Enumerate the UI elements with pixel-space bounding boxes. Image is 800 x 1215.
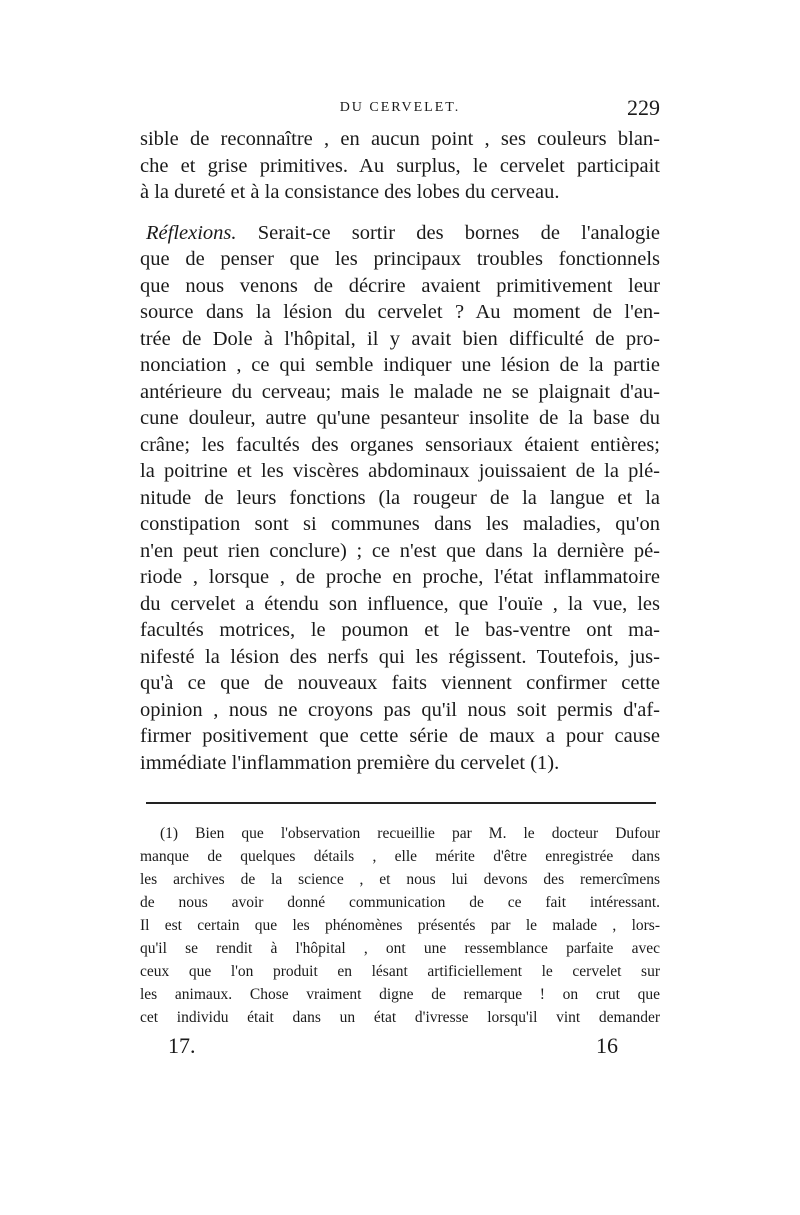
text-line: crâne; les facultés des organes sensoriaux étaient entières; — [140, 433, 660, 456]
page-number: 229 — [627, 95, 660, 120]
footnote — [140, 822, 660, 1029]
main-text — [140, 126, 660, 776]
text-line: que de penser que les principaux troubles fonctionnels — [140, 248, 660, 270]
text-line: nifesté la lésion des nerfs qui les régissent. Toutefois, jus- — [140, 645, 660, 668]
text-line: n'en peut rien conclure) ; ce n'est que dans la dernière pé- — [140, 539, 660, 562]
running-head — [140, 96, 660, 120]
text-line — [140, 220, 660, 247]
footnote-line: cet individu était dans un état d'ivresse lorsqu'il vint demander — [140, 1009, 660, 1026]
footnote-line: Il est certain que les phénomènes présentés par le malade , lors- — [140, 917, 660, 934]
footnote-line: les animaux. Chose vraiment digne de remarque ! on crut que — [140, 986, 660, 1003]
signature-mark: 17. — [168, 1033, 196, 1058]
text-line: facultés motrices, le poumon et le bas-ventre ont ma- — [140, 619, 660, 641]
footnote-line: (1) Bien que l'observation recueillie par M. le docteur Dufour — [160, 825, 660, 842]
text-line: antérieure du cerveau; mais le malade ne se plaignait d'au- — [140, 380, 660, 403]
text-line: riode , lorsque , de proche en proche, l'état inflammatoire — [140, 566, 660, 588]
text-line: nitude de leurs fonctions (la rougeur de la langue et la — [140, 486, 660, 509]
text-fragment: Serait-ce sortir des bornes de l'analogie — [236, 221, 660, 244]
text-line: la poitrine et les viscères abdominaux jouissaient de la plé- — [140, 460, 660, 482]
text-line: opinion , nous ne croyons pas qu'il nous soit permis d'af- — [140, 698, 660, 721]
text-line: source dans la lésion du cervelet ? Au moment de l'en- — [140, 301, 660, 323]
text-line: trée de Dole à l'hôpital, il y avait bien difficulté de pro- — [140, 327, 660, 350]
text-line: che et grise primitives. Au surplus, le cervelet participait — [140, 154, 660, 177]
paragraph-2 — [140, 220, 660, 777]
text-line: constipation sont si communes dans les maladies, qu'on — [140, 513, 660, 535]
text-line: cune douleur, autre qu'une pesanteur insolite de la base du — [140, 407, 660, 429]
reflexions-heading: Réflexions. — [146, 221, 237, 244]
text-line: nonciation , ce qui semble indiquer une lésion de la partie — [140, 354, 660, 376]
gathering-number: 16 — [596, 1033, 618, 1058]
footnote-line: les archives de la science , et nous lui devons des remercîmens — [140, 871, 660, 888]
text-line: du cervelet a étendu son influence, que l'ouïe , la vue, les — [140, 592, 660, 615]
footnote-rule — [146, 802, 656, 804]
signature-line — [168, 1032, 618, 1060]
footnote-line: ceux que l'on produit en lésant artificiellement le cervelet sur — [140, 963, 660, 980]
footnote-line: de nous avoir donné communication de ce fait intéressant. — [140, 894, 660, 911]
text-line: firmer positivement que cette série de maux a pour cause — [140, 725, 660, 747]
text-line: immédiate l'inflammation première du cervelet (1). — [140, 751, 560, 774]
running-title: DU CERVELET. — [339, 100, 461, 115]
text-line: à la dureté et à la consistance des lobes du cerveau. — [140, 181, 560, 203]
text-line: qu'à ce que de nouveaux faits viennent confirmer cette — [140, 672, 660, 694]
text-line: sible de reconnaître , en aucun point , ses couleurs blan- — [140, 128, 660, 150]
text-line: que nous venons de décrire avaient primitivement leur — [140, 274, 660, 297]
footnote-line: manque de quelques détails , elle mérite d'être enregistrée dans — [140, 848, 660, 865]
paragraph-1 — [140, 126, 660, 206]
paragraph-gap — [140, 206, 660, 220]
footnote-line: qu'il se rendit à l'hôpital , ont une ressemblance parfaite avec — [140, 940, 660, 957]
